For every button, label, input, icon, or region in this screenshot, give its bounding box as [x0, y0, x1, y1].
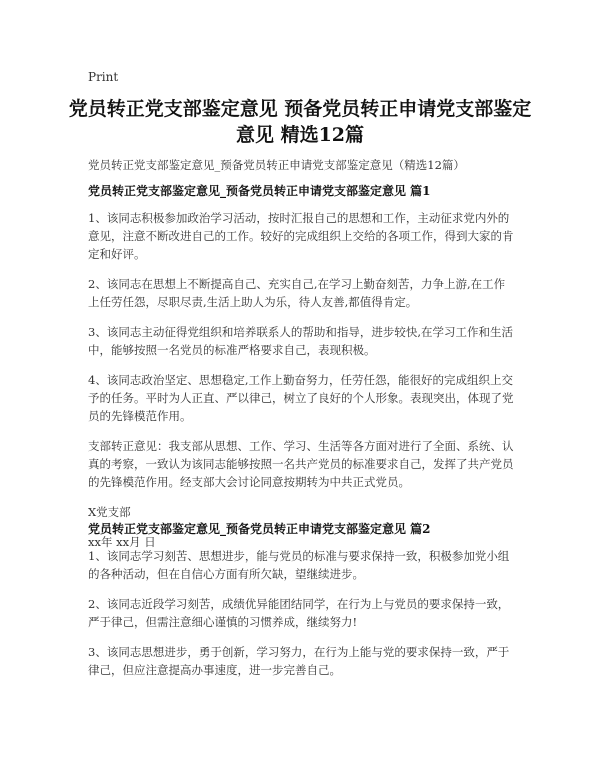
- print-label[interactable]: Print: [88, 70, 119, 84]
- section-2: [88, 520, 515, 679]
- section-1: [88, 182, 515, 551]
- paragraph: 1、该同志学习刻苦、思想进步，能与党员的标准与要求保持一致，积极参加党小组的各种活动，但在自信心方面有所欠缺，望继续进步。: [88, 549, 510, 581]
- paragraph: 2、该同志近段学习刻苦，成绩优异能团结同学，在行为上与党员的要求保持一致，严于律己，但需注意细心谨慎的习惯养成，继续努力!: [88, 597, 510, 629]
- paragraph: 2、该同志在思想上不断提高自己、充实自己,在学习上勤奋刻苦，力争上游,在工作上任劳任怨，尽职尽责,生活上助人为乐，待人友善,都值得肯定。: [88, 277, 506, 309]
- paragraph: 支部转正意见：我支部从思想、工作、学习、生活等各方面对进行了全面、系统、认真的考察，一致认为该同志能够按照一名共产党员的标准要求自己，发挥了共产党员的先锋模范作用。经支部大会讨论同意按期转为中共正式党员。: [88, 439, 514, 489]
- signature-org: X党支部: [88, 505, 131, 519]
- document-subtitle: 党员转正党支部鉴定意见_预备党员转正申请党支部鉴定意见（精选12篇）: [88, 158, 465, 172]
- section-heading: 党员转正党支部鉴定意见_预备党员转正申请党支部鉴定意见 篇1: [88, 184, 431, 198]
- signature-date: xx年 xx月 日: [88, 535, 156, 549]
- section-heading: 党员转正党支部鉴定意见_预备党员转正申请党支部鉴定意见 篇2: [88, 522, 431, 536]
- paragraph: 1、该同志积极参加政治学习活动，按时汇报自己的思想和工作，主动征求党内外的意见，注意不断改进自己的工作。较好的完成组织上交给的各项工作，得到大家的肯定和好评。: [88, 211, 514, 261]
- paragraph: 3、该同志思想进步，勇于创新，学习努力，在行为上能与党的要求保持一致，严于律己，但应注意提高办事速度，进一步完善自己。: [88, 645, 510, 677]
- paragraph: 3、该同志主动征得党组织和培养联系人的帮助和指导，进步较快,在学习工作和生活中，能够按照一名党员的标准严格要求自己，表现积极。: [88, 325, 513, 357]
- page-title: 党员转正党支部鉴定意见 预备党员转正申请党支部鉴定意见 精选12篇: [68, 98, 532, 146]
- paragraph: 4、该同志政治坚定、思想稳定,工作上勤奋努力，任劳任怨，能很好的完成组织上交予的任务。平时为人正直、严以律己，树立了良好的个人形象。表现突出，体现了党员的先锋模范作用。: [88, 373, 514, 423]
